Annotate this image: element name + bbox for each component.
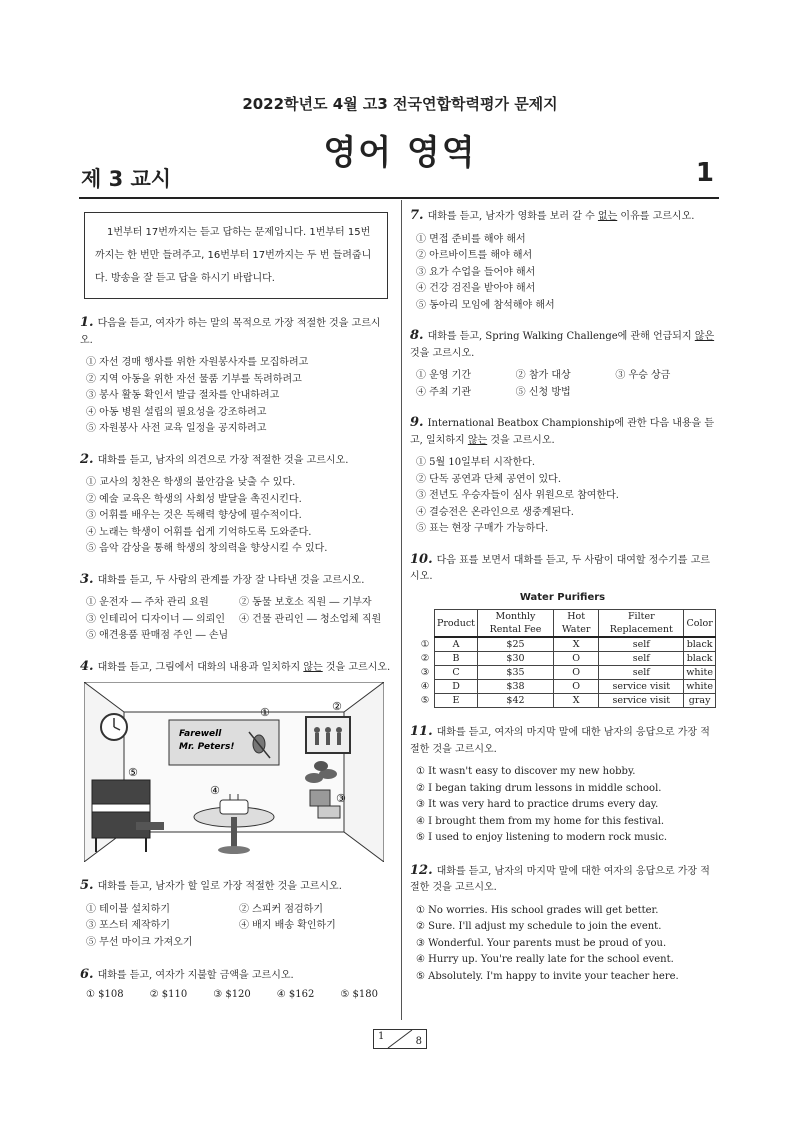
question-text: International Beatbox Championship에 관한 다음 내용을 듣고, 일치하지 (410, 418, 715, 446)
question-12 (410, 863, 715, 986)
option-1[interactable]: ① 5월 10일부터 시작한다. (416, 457, 536, 468)
cell: $42 (478, 694, 554, 708)
cell: $25 (478, 637, 554, 652)
table-header-row (416, 610, 716, 638)
cell: white (684, 666, 716, 680)
question-8 (410, 328, 715, 401)
page-footer (373, 1029, 427, 1049)
marker-2: ② (332, 700, 342, 713)
question-5 (80, 878, 392, 951)
header-fee: Monthly Rental Fee (478, 610, 554, 638)
option-2[interactable]: ② 아르바이트를 해야 해서 (416, 250, 533, 261)
cell: $30 (478, 652, 554, 666)
option-3[interactable]: ③ 요가 수업을 들어야 해서 (416, 266, 536, 278)
banner-line-1: Farewell (179, 729, 222, 739)
option-3[interactable]: ③ 봉사 활동 확인서 발급 절차를 안내하려고 (86, 390, 280, 401)
option-3[interactable]: ③ 전년도 우승자들이 심사 위원으로 참여한다. (416, 490, 619, 501)
question-text: 다음을 듣고, 여자가 하는 말의 목적으로 가장 적절한 것을 고르시오. (80, 318, 381, 346)
option-2[interactable]: ② I began taking drum lessons in middle school. (416, 782, 662, 794)
header-product: Product (435, 610, 478, 638)
option-4[interactable]: ④ $162 (276, 988, 315, 1000)
option-3[interactable]: ③ It was very hard to practice drums every day. (416, 799, 659, 810)
water-purifier-table (416, 609, 716, 708)
question-number: 2. (80, 451, 94, 467)
question-text: 대화를 듣고, 여자의 마지막 말에 대한 남자의 응답으로 가장 적절한 것을 고르시오. (410, 727, 710, 755)
table-row[interactable] (416, 694, 716, 708)
question-9 (410, 415, 715, 538)
question-11 (410, 724, 715, 847)
row-mark: ② (420, 653, 430, 664)
exam-title: 2022학년도 4월 고3 전국연합학력평가 문제지 (242, 95, 558, 113)
option-1[interactable]: ① 자선 경매 행사를 위한 자원봉사자를 모집하려고 (86, 357, 309, 368)
question-number: 4. (80, 658, 94, 674)
emphasis-underline: 않은 (694, 331, 715, 342)
emphasis-underline: 않는 (467, 434, 488, 446)
option-1[interactable]: ① It wasn't easy to discover my new hobby. (416, 766, 636, 777)
cell: O (553, 652, 598, 666)
cell: self (599, 652, 684, 666)
option-3[interactable]: ③ Wonderful. Your parents must be proud of you. (416, 937, 667, 949)
option-2[interactable]: ② 스피커 점검하기 (239, 903, 323, 915)
option-4[interactable]: ④ I brought them from my home for this festival. (416, 815, 665, 827)
emphasis-underline: 없는 (597, 211, 618, 222)
question-number: 3. (80, 571, 94, 587)
option-4[interactable]: ④ 주최 기관 (416, 386, 471, 398)
question-text: 대화를 듣고, 남자의 의견으로 가장 적절한 것을 고르시오. (97, 454, 349, 466)
column-divider (401, 200, 402, 1020)
room-illustration (84, 682, 384, 862)
question-text-end: 것을 고르시오. (487, 434, 555, 446)
question-text: 대화를 듣고, 남자가 영화를 보러 갈 수 (427, 211, 598, 222)
question-text: 다음 표를 보면서 대화를 듣고, 두 사람이 대여할 정수기를 고르시오. (410, 554, 710, 582)
cell: white (684, 680, 716, 694)
option-4[interactable]: ④ 노래는 학생이 어휘를 쉽게 기억하도록 도와준다. (86, 526, 312, 538)
option-4[interactable]: ④ Hurry up. You're really late for the school event. (416, 954, 674, 965)
option-3[interactable]: ③ 어휘를 배우는 것은 독해력 향상에 필수적이다. (86, 510, 302, 521)
right-column (410, 208, 715, 993)
marker-3: ③ (336, 792, 346, 805)
table-row[interactable] (416, 652, 716, 666)
option-5[interactable]: ⑤ I used to enjoy listening to modern rock music. (416, 832, 668, 843)
header-hot-water: Hot Water (553, 610, 598, 638)
option-4[interactable]: ④ 배지 배송 확인하기 (239, 920, 336, 931)
question-6 (80, 967, 392, 1003)
table-row[interactable] (416, 680, 716, 694)
subject-title: 영어 영역 (323, 133, 477, 173)
option-3[interactable]: ③ 우승 상금 (615, 370, 671, 381)
header-filter: Filter Replacement (599, 610, 684, 638)
cell: O (553, 680, 598, 694)
question-number: 10. (410, 551, 433, 567)
question-2 (80, 452, 392, 558)
banner-line-2: Mr. Peters! (179, 742, 235, 752)
cell: C (435, 666, 478, 680)
cell: self (599, 637, 684, 652)
question-text: 대화를 듣고, 남자가 할 일로 가장 적절한 것을 고르시오. (97, 881, 342, 892)
footer-current-page: 1 (378, 1031, 385, 1042)
cell: service visit (599, 694, 684, 708)
question-1 (80, 315, 392, 438)
question-number: 6. (80, 967, 94, 982)
option-4[interactable]: ④ 건물 관리인 ― 청소업체 직원 (239, 613, 382, 625)
clock-icon (101, 714, 127, 740)
option-2[interactable]: ② $110 (149, 988, 188, 1000)
marker-1: ① (260, 706, 270, 719)
option-1[interactable]: ① $108 (86, 988, 124, 1000)
question-text: 대화를 듣고, Spring Walking Challenge에 관해 언급되지 (427, 331, 695, 342)
period-label: 제 3 교시 (81, 167, 172, 191)
question-number: 11. (410, 724, 433, 739)
option-5[interactable]: ⑤ 동아리 모임에 참석해야 해서 (416, 299, 555, 311)
listening-notice: 1번부터 17번까지는 듣고 답하는 문제입니다. 1번부터 15번까지는 한 번만 들려주고, 16번부터 17번까지는 두 번 들려줍니다. 방송을 잘 듣고 답을 하시기 바랍니다. (84, 212, 388, 299)
picture-frame (306, 717, 350, 753)
cell: X (553, 694, 598, 708)
option-5[interactable]: ⑤ 무선 마이크 가져오기 (86, 936, 193, 948)
table-title: Water Purifiers (519, 591, 606, 603)
page-number: 1 (695, 158, 714, 188)
cell: A (435, 637, 478, 652)
header-color: Color (684, 610, 716, 638)
cell: gray (684, 694, 716, 708)
cell: $35 (478, 666, 554, 680)
row-mark: ④ (420, 681, 430, 692)
mark-header (416, 610, 435, 638)
option-1[interactable]: ① No worries. His school grades will get better. (416, 904, 659, 916)
footer-total-pages: 8 (415, 1036, 422, 1047)
question-text: 대화를 듣고, 여자가 지불할 금액을 고르시오. (97, 970, 294, 981)
option-3[interactable]: ③ 포스터 제작하기 (86, 920, 170, 931)
question-number: 1. (80, 315, 94, 330)
option-2[interactable]: ② 동물 보호소 직원 ― 기부자 (239, 597, 372, 608)
option-5[interactable]: ⑤ 표는 현장 구매가 가능하다. (416, 523, 549, 534)
question-10 (410, 552, 715, 709)
option-5[interactable]: ⑤ Absolutely. I'm happy to invite your teacher here. (416, 970, 679, 982)
question-7 (410, 208, 715, 314)
question-number: 7. (410, 208, 424, 223)
cell: X (553, 637, 598, 652)
row-mark: ⑤ (420, 695, 430, 706)
farewell-banner (169, 720, 279, 765)
question-text-end: 것을 고르시오. (410, 347, 475, 359)
marker-4: ④ (210, 784, 220, 797)
cell: D (435, 680, 478, 694)
question-number: 8. (410, 328, 424, 343)
cell: black (684, 637, 716, 652)
option-2[interactable]: ② Sure. I'll adjust my schedule to join the event. (416, 921, 662, 932)
cell: $38 (478, 680, 554, 694)
question-text: 대화를 듣고, 두 사람의 관계를 가장 잘 나타낸 것을 고르시오. (97, 574, 365, 586)
option-1[interactable]: ① 교사의 칭찬은 학생의 불안감을 낮출 수 있다. (86, 477, 296, 488)
option-2[interactable]: ② 단독 공연과 단체 공연이 있다. (416, 473, 561, 485)
header-rule (79, 197, 719, 199)
option-1[interactable]: ① 운전자 ― 주차 관리 요원 (86, 597, 209, 608)
table-row[interactable] (416, 666, 716, 680)
question-number: 9. (410, 415, 424, 430)
question-text-end: 이유를 고르시오. (617, 211, 695, 222)
question-number: 12. (410, 862, 433, 878)
option-4[interactable]: ④ 아동 병원 설립의 필요성을 강조하려고 (86, 406, 267, 418)
option-4[interactable]: ④ 건강 검진을 받아야 해서 (416, 283, 536, 294)
cell: E (435, 694, 478, 708)
left-column (80, 208, 392, 1011)
question-text: 대화를 듣고, 남자의 마지막 말에 대한 여자의 응답으로 가장 적절한 것을 고르시오. (410, 865, 710, 893)
option-1[interactable]: ① 면접 준비를 해야 해서 (416, 233, 526, 245)
question-number: 5. (80, 878, 94, 893)
marker-5: ⑤ (128, 766, 138, 779)
cell: B (435, 652, 478, 666)
question-text: 대화를 듣고, 그림에서 대화의 내용과 일치하지 (97, 661, 304, 673)
option-5[interactable]: ⑤ 신청 방법 (515, 386, 571, 398)
question-3 (80, 572, 392, 645)
emphasis-underline: 않는 (303, 661, 323, 673)
option-5[interactable]: ⑤ 애견용품 판매점 주인 ― 손님 (86, 630, 229, 641)
option-2[interactable]: ② 참가 대상 (515, 370, 571, 381)
cell: black (684, 652, 716, 666)
row-mark: ① (420, 638, 430, 650)
cell: self (599, 666, 684, 680)
option-3[interactable]: ③ 인테리어 디자이너 ― 의뢰인 (86, 613, 225, 625)
option-2[interactable]: ② 예술 교육은 학생의 사회성 발달을 촉진시킨다. (86, 493, 302, 505)
option-5[interactable]: ⑤ 음악 감상을 통해 학생의 창의력을 향상시킬 수 있다. (86, 543, 328, 554)
table-row[interactable] (416, 637, 716, 652)
option-1[interactable]: ① 테이블 설치하기 (86, 903, 170, 915)
option-3[interactable]: ③ $120 (213, 988, 251, 1000)
cell: O (553, 666, 598, 680)
option-1[interactable]: ① 운영 기간 (416, 370, 471, 381)
option-4[interactable]: ④ 결승전은 온라인으로 생중계된다. (416, 506, 574, 518)
option-5[interactable]: ⑤ 자원봉사 사전 교육 일정을 공지하려고 (86, 423, 267, 434)
question-4 (80, 659, 392, 863)
cell: service visit (599, 680, 684, 694)
question-text-end: 것을 고르시오. (322, 661, 391, 673)
option-2[interactable]: ② 지역 아동을 위한 자선 물품 기부를 독려하려고 (86, 373, 302, 385)
option-5[interactable]: ⑤ $180 (340, 988, 378, 1000)
row-mark: ③ (420, 667, 430, 678)
